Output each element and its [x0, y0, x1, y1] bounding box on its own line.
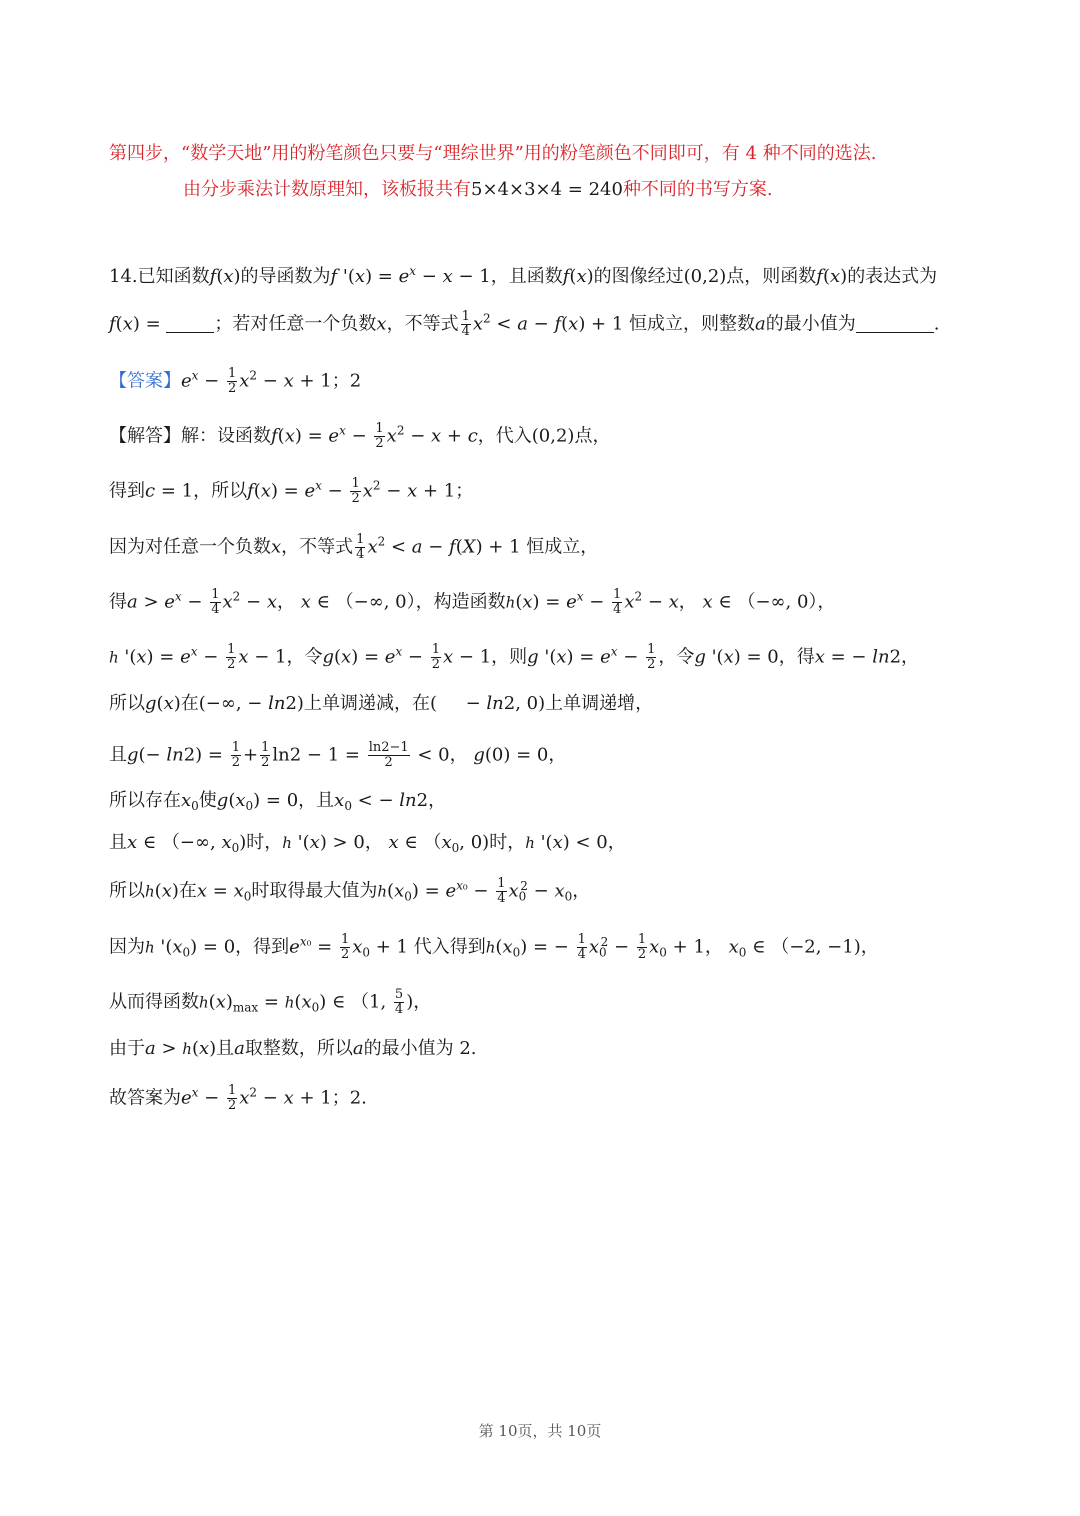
- solution-line-2: 得到c = 1，所以$f(x) = e^x$ − $\frac{1}{2}$ $x^2 - x + 1$；: [109, 476, 474, 506]
- s-text: 恒成立，: [526, 536, 599, 558]
- q-text: ，且函数: [490, 266, 563, 287]
- s-text: ，构造函数: [415, 591, 506, 613]
- q-point: (0,2): [683, 266, 727, 287]
- fraction: $\frac{1}{4}$: [211, 587, 220, 617]
- s-text: 在: [180, 693, 199, 714]
- q-text: 的导函数为: [240, 266, 331, 287]
- s-text: 所以存在: [109, 790, 181, 811]
- solution-line-8: 所以存在$x_0$使$g(x_0) = 0$，且$x_0$ < − ln2，: [109, 790, 447, 813]
- s-text: ；2.: [331, 1087, 367, 1109]
- q-text: 点，则函数: [726, 266, 817, 287]
- conclusion-line: [183, 178, 773, 202]
- solution-line-6: 所以g(x)在(−∞, − ln2)上单调递减，在( − ln2, 0)上单调递增，: [109, 693, 654, 714]
- fraction: $\frac{5}{4}$: [394, 987, 404, 1017]
- q-text: 恒成立，则整数: [629, 313, 756, 335]
- answer-blank-1[interactable]: [166, 314, 214, 333]
- s-point: (0,2): [531, 425, 575, 447]
- solution-line-10: 所以ℎ(x)在$x = x_0$时取得最大值为$ℎ(x_0) = e^{x_0}$ − $\frac{1}{4}$ $x_0^2 - x_0$，: [109, 876, 591, 906]
- q-text: ；若对任意一个负数: [214, 313, 377, 335]
- question-line-1: 14.已知函数f(x)的导函数为f '$(x) = e^x - x - 1$，且函数f(x)的图像经过(0,2)点，则函数f(x)的表达式为: [109, 264, 938, 287]
- s-text: ，所以: [193, 480, 248, 502]
- s-text: ，令: [658, 646, 695, 668]
- s-text: 取整数，所以: [244, 1038, 353, 1059]
- s-text: 时，: [489, 832, 526, 853]
- solution-line-4: 得$a > e^x$ − $\frac{1}{4}$ $x^2 - x$， x ∈ （−∞, 0），构造函数ℎ(x) = $e^x$ − $\frac{1}{4}$ $x^2 - x$， x ∈ （−∞, 0），: [109, 587, 836, 617]
- fraction: $\frac{1}{2}$: [351, 476, 360, 506]
- fraction: $\frac{1}{4}$: [613, 587, 622, 617]
- solution-line-11: 因为ℎ '$(x_0) = 0$，得到$e^{x_0}$ = $\frac{1}{2}$ $x_0 + 1$ 代入得到$ℎ(x_0)$ = − $\frac{1}{4}$ $x_0^2$ − $\frac{1}{2}$ $x_0 + 1$， $x_0$ ∈ （−2, −1)，: [109, 932, 879, 962]
- s-text: 解：设函数: [181, 425, 271, 447]
- s-text: ，且: [298, 790, 335, 811]
- answer-value: 2: [349, 370, 362, 392]
- fraction: $\frac{1}{2}$: [227, 1083, 237, 1113]
- q-text: 已知函数: [137, 266, 210, 287]
- s-text: 使: [198, 790, 217, 811]
- solution-line-13: 由于a > ℎ(x)且a取整数，所以a的最小值为 2.: [109, 1038, 477, 1059]
- s-text: 时，: [246, 832, 283, 853]
- question-line-2: f(x) = ；若对任意一个负数x，不等式 $\frac{1}{4}$ $x^2 < a - f(x) + 1$ 恒成立，则整数a的最小值为 .: [109, 309, 940, 339]
- s-text: 且: [109, 744, 127, 766]
- answer-line: 【答案】$e^x$ − $\frac{1}{2}$ $x^2 - x + 1$；2: [109, 366, 362, 396]
- fraction: $\frac{1}{2}$: [261, 740, 270, 770]
- q-text: ，不等式: [386, 313, 459, 335]
- s-text: 代入得到: [413, 936, 486, 958]
- solution-line-14: 故答案为$e^x$ − $\frac{1}{2}$ $x^2 - x + 1$；2.: [109, 1083, 367, 1113]
- s-text: 点，: [574, 425, 611, 447]
- step4-line: [109, 142, 876, 166]
- s-text: 的最小值为 2.: [363, 1038, 477, 1059]
- solution-line-5: ℎ '$(x) = e^x$ − $\frac{1}{2}$ x − 1，令$g(x) = e^x$ − $\frac{1}{2}$ x − 1，则g '$(x) = e^x$ − $\frac{1}{2}$ ，令g '(x) = 0，得x = − ln2，: [109, 642, 920, 672]
- conclusion-pre-text: 由分步乘法计数原理知，该板报共有: [183, 179, 471, 200]
- page-footer: 第 10页，共 10页: [478, 1422, 602, 1440]
- s-text: 且: [216, 1038, 235, 1059]
- s-text: 上单调递减，在(: [303, 693, 437, 714]
- fraction: $\frac{1}{2}$: [375, 421, 384, 451]
- solution-line-7: 且g(− ln2) = $\frac{1}{2}$ + $\frac{1}{2}$ ln2 − 1 = $\frac{\ln 2-1}{2}$ < 0， g(0) = 0，: [109, 740, 567, 770]
- fraction: $\frac{1}{4}$: [461, 309, 470, 339]
- s-text: 时取得最大值为: [251, 880, 378, 902]
- s-text: ，得: [778, 646, 815, 668]
- question-number: 14.: [109, 266, 138, 287]
- fraction: $\frac{1}{4}$: [356, 532, 365, 562]
- fraction: $\frac{1}{2}$: [637, 932, 647, 962]
- conclusion-formula: 5×4×3×4 = 240: [471, 179, 623, 200]
- solution-tag: 【解答】: [109, 425, 181, 447]
- fraction: $\frac{1}{4}$: [497, 876, 506, 906]
- s-text: 得到: [109, 480, 145, 502]
- solution-line-3: 因为对任意一个负数x，不等式 $\frac{1}{4}$ $x^2 < a - f(X) + 1$ 恒成立，: [109, 532, 599, 562]
- s-text: ，代入: [477, 425, 532, 447]
- fraction: $\frac{1}{2}$: [340, 932, 350, 962]
- s-text: 因为对任意一个负数: [109, 536, 271, 558]
- s-text: ，不等式: [281, 536, 354, 558]
- fraction: $\frac{1}{2}$: [231, 740, 240, 770]
- solution-line-9: 且x ∈ （−∞, $x_0$)时，ℎ '(x) > 0， x ∈ （$x_0$, 0)时，ℎ '(x) < 0，: [109, 832, 626, 855]
- fraction: $\frac{\ln 2-1}{2}$: [368, 740, 409, 770]
- q-text: 的图像经过: [593, 266, 684, 287]
- answer-blank-2[interactable]: [856, 314, 934, 333]
- fraction: $\frac{1}{4}$: [577, 932, 586, 962]
- s-text: 所以: [109, 880, 145, 902]
- s-text: 所以: [109, 693, 145, 714]
- q-text: 的表达式为: [847, 266, 938, 287]
- s-text: ，则: [491, 646, 528, 668]
- s-text: 在: [178, 880, 197, 902]
- s-text: ，得到: [235, 936, 290, 958]
- fraction: $\frac{1}{2}$: [227, 366, 237, 396]
- solution-line-1: 【解答】解：设函数$f(x) = e^x$ − $\frac{1}{2}$ $x^2 - x + c$，代入(0,2)点，: [109, 421, 611, 451]
- q-text: 的最小值为: [765, 313, 856, 335]
- s-text: 因为: [109, 936, 145, 958]
- fraction: $\frac{1}{2}$: [227, 642, 236, 672]
- fraction: $\frac{1}{2}$: [647, 642, 656, 672]
- solution-line-12: 从而得函数$ℎ(x)_{max}$ = $ℎ(x_0)$ ∈ （1, $\frac{5}{4}$ )，: [109, 987, 432, 1017]
- s-text: 上单调递增，: [545, 693, 654, 714]
- s-text: 由于: [109, 1038, 145, 1059]
- s-text: 得: [109, 591, 127, 613]
- s-text: ，令: [286, 646, 323, 668]
- answer-tag: 【答案】: [109, 370, 181, 392]
- s-text: 从而得函数: [109, 991, 199, 1013]
- conclusion-post-text: 种不同的书写方案.: [622, 179, 773, 200]
- s-text: 且: [109, 832, 127, 853]
- s-text: 故答案为: [109, 1087, 181, 1109]
- step4-text: 第四步，“数学天地”用的粉笔颜色只要与“理综世界”用的粉笔颜色不同即可，有 4 种不同的选法.: [109, 143, 877, 164]
- fraction: $\frac{1}{2}$: [431, 642, 441, 672]
